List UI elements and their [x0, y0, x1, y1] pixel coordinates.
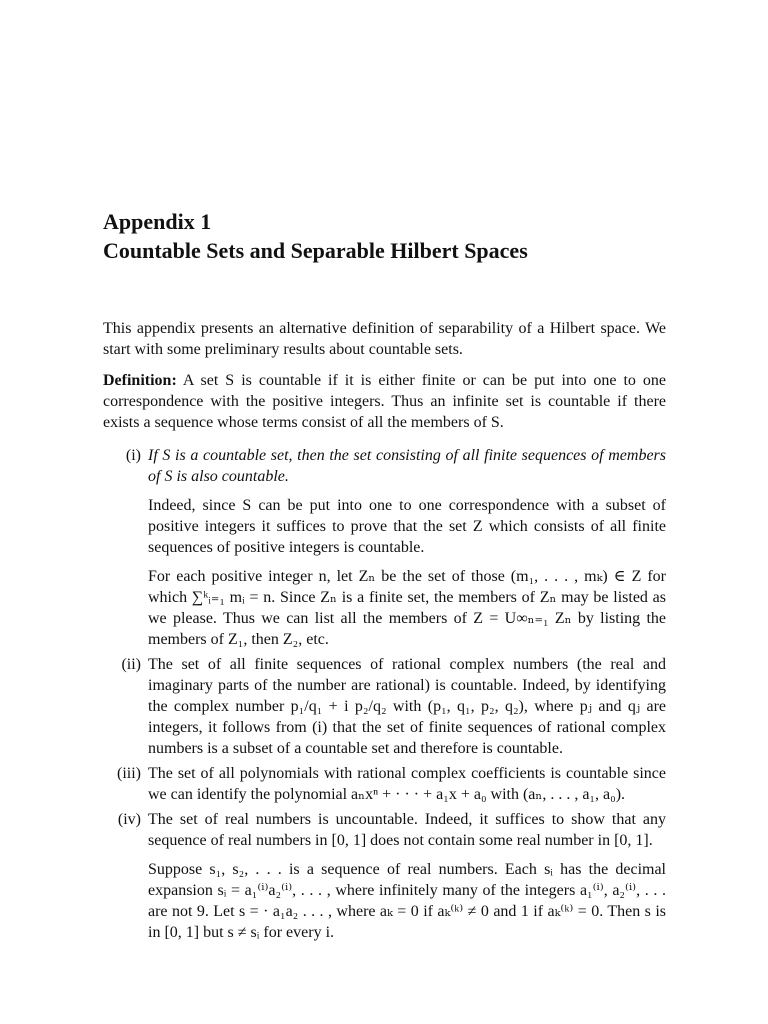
appendix-number: Appendix 1 [103, 209, 212, 234]
item-number: (iii) [117, 765, 141, 782]
list-item [103, 809, 666, 943]
item-statement: The set of real numbers is uncountable. Indeed, it suffices to show that any sequence of real numbers in [0, 1] does not contain some real number in [0, 1]. [148, 811, 666, 849]
item-proof: Indeed, since S can be put into one to one correspondence with a subset of positive integers it suffices to prove that the set Z which consists of all finite sequences of positive integers is countable. [148, 497, 666, 556]
item-number: (ii) [121, 656, 141, 673]
list-item [103, 763, 666, 805]
item-statement: If S is a countable set, then the set consisting of all finite sequences of members of S is also countable. [148, 447, 666, 485]
item-proof: Suppose s₁, s₂, . . . is a sequence of real numbers. Each sᵢ has the decimal expansion sᵢ = a₁⁽ⁱ⁾a₂⁽ⁱ⁾, . . . , where infinitely many of the integers a₁⁽ⁱ⁾, a₂⁽ⁱ⁾, . . . are not 9. Let s = · a₁a₂ . . . , where aₖ = 0 if aₖ⁽ᵏ⁾ ≠ 0 and 1 if aₖ⁽ᵏ⁾ = 0. Then s is in [0, 1] but s ≠ sᵢ for every i. [148, 861, 666, 941]
definition-text: A set S is countable if it is either finite or can be put into one to one correspondence with the positive integers. Thus an infinite set is countable if there exists a sequence whose terms consist of all the members of S. [103, 372, 666, 431]
item-number: (i) [125, 447, 141, 464]
item-statement: The set of all polynomials with rational complex coefficients is countable since we can identify the polynomial aₙxⁿ + · · · + a₁x + a₀ with (aₙ, . . . , a₁, a₀). [148, 765, 666, 803]
definition-paragraph [103, 370, 666, 433]
item-number: (iv) [117, 811, 141, 828]
list-item [103, 654, 666, 759]
appendix-heading [103, 207, 528, 265]
item-proof: For each positive integer n, let Zₙ be the set of those (m₁, . . . , mₖ) ∈ Z for which ∑ᵏᵢ₌₁ mᵢ = n. Since Zₙ is a finite set, the members of Zₙ may be listed as we please. Thus we can list all the members of Z = U∞ₙ₌₁ Zₙ by listing the members of Z₁, then Z₂, etc. [148, 568, 666, 648]
appendix-title: Countable Sets and Separable Hilbert Spaces [103, 238, 528, 263]
property-list [103, 445, 666, 943]
definition-label: Definition: [103, 372, 177, 389]
list-item [103, 445, 666, 650]
item-statement: The set of all finite sequences of rational complex numbers (the real and imaginary parts of the number are rational) is countable. Indeed, by identifying the complex number p₁/q₁ + i p₂/q₂ with (p₁, q₁, p₂, q₂), where pⱼ and qⱼ are integers, it follows from (i) that the set of finite sequences of rational complex numbers is a subset of a countable set and therefore is countable. [148, 656, 666, 757]
intro-paragraph: This appendix presents an alternative definition of separability of a Hilbert space. We start with some preliminary results about countable sets. [103, 320, 666, 358]
body-text [103, 318, 666, 947]
